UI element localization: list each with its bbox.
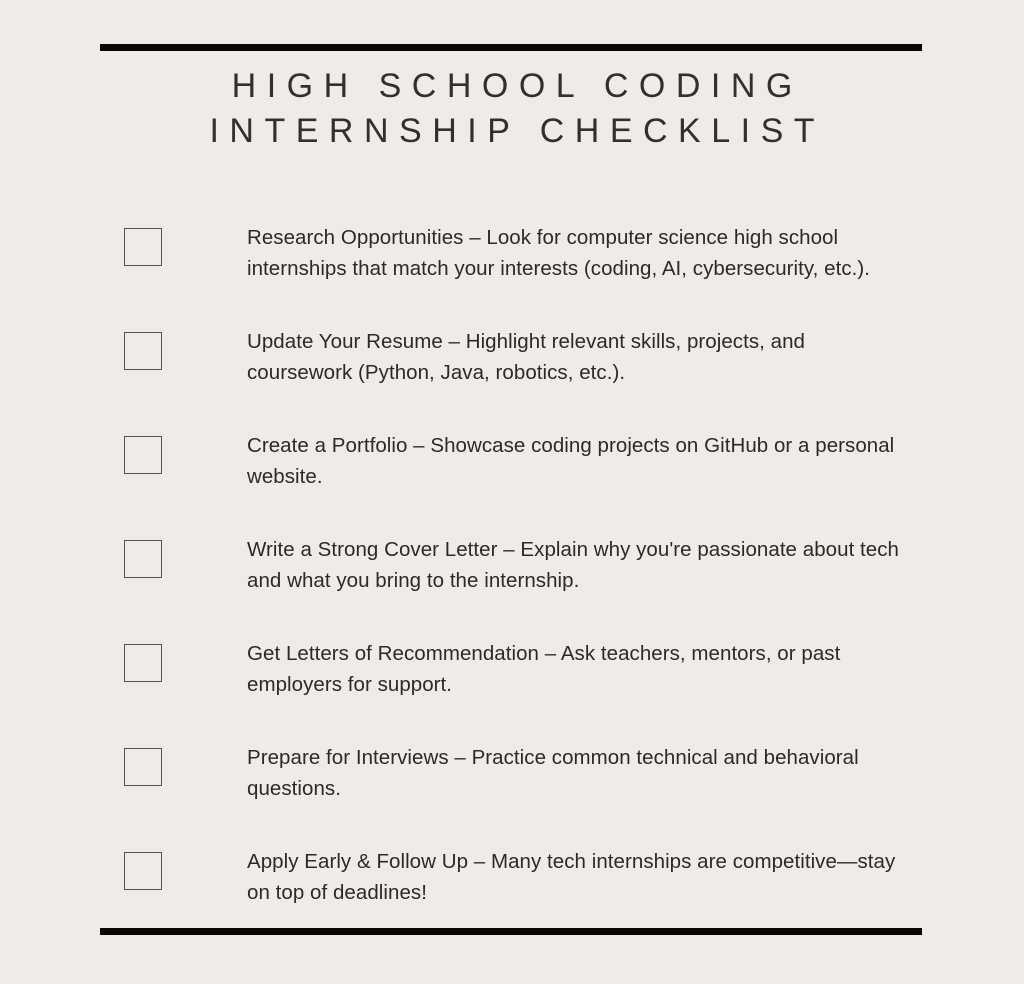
checkbox-icon[interactable] (124, 540, 162, 578)
list-item-label: Research Opportunities – Look for computer science high school internships that match your interests (coding, AI, cybersecurity, etc.). (247, 226, 871, 280)
checkbox-icon[interactable] (124, 436, 162, 474)
list-item-label: Apply Early & Follow Up – Many tech internships are competitive—stay on top of deadlines! (247, 850, 896, 904)
list-item-label: Get Letters of Recommendation – Ask teachers, mentors, or past employers for support. (247, 642, 841, 696)
list-item-label: Create a Portfolio – Showcase coding projects on GitHub or a personal website. (247, 434, 895, 488)
list-item[interactable] (124, 430, 914, 534)
checkbox-icon[interactable] (124, 852, 162, 890)
checkbox-icon[interactable] (124, 748, 162, 786)
list-item-label: Update Your Resume – Highlight relevant skills, projects, and coursework (Python, Java, robotics, etc.). (247, 330, 805, 384)
checklist-items (124, 222, 914, 950)
list-item[interactable] (124, 326, 914, 430)
page-title-line-1: HIGH SCHOOL CODING (231, 67, 803, 105)
list-item-label: Write a Strong Cover Letter – Explain why you're passionate about tech and what you bring to the internship. (247, 538, 900, 592)
page-title (0, 64, 1024, 154)
list-item-label: Prepare for Interviews – Practice common technical and behavioral questions. (247, 746, 859, 800)
checkbox-icon[interactable] (124, 332, 162, 370)
bottom-divider-rule (100, 928, 922, 935)
top-divider-rule (100, 44, 922, 51)
checkbox-icon[interactable] (124, 228, 162, 266)
checkbox-icon[interactable] (124, 644, 162, 682)
list-item[interactable] (124, 638, 914, 742)
list-item[interactable] (124, 534, 914, 638)
page-title-line-2: INTERNSHIP CHECKLIST (209, 112, 826, 150)
list-item[interactable] (124, 222, 914, 326)
list-item[interactable] (124, 742, 914, 846)
